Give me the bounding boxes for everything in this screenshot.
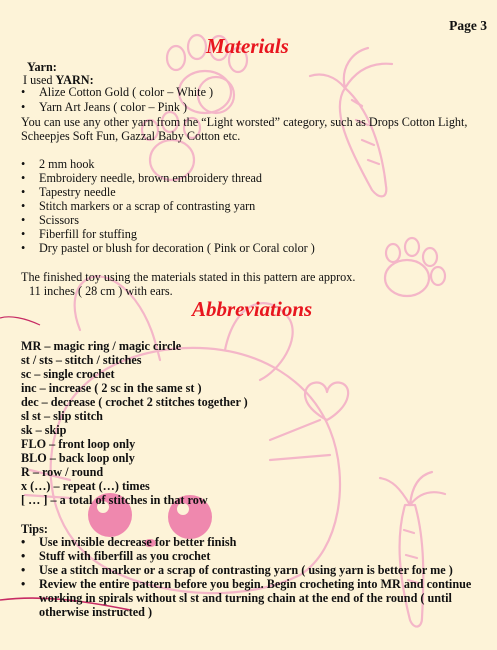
abbreviations-heading: Abbreviations xyxy=(192,297,313,321)
tip-item: Use invisible decrease for better finish xyxy=(39,535,237,549)
abbreviation-item: sl st – slip stitch xyxy=(21,409,103,423)
alt-yarn-line1: You can use any other yarn from the “Light worsted” category, such as Drops Cotton Light, xyxy=(21,115,468,129)
tool-item: 2 mm hook xyxy=(39,157,95,171)
tip-item: Review the entire pattern before you begin. Begin crocheting into MR and continue xyxy=(39,577,472,591)
tool-item: Fiberfill for stuffing xyxy=(39,227,137,241)
tool-item: Tapestry needle xyxy=(39,185,116,199)
bullet: • xyxy=(21,241,26,255)
abbreviation-item: BLO – back loop only xyxy=(21,451,135,465)
used-yarn-prefix: I used xyxy=(23,73,56,87)
abbreviation-item: inc – increase ( 2 sc in the same st ) xyxy=(21,381,202,395)
abbreviation-item: FLO – front loop only xyxy=(21,437,136,451)
bullet: • xyxy=(21,535,26,549)
bullet: • xyxy=(21,563,26,577)
tool-item: Scissors xyxy=(39,213,79,227)
yarn-item: Yarn Art Jeans ( color – Pink ) xyxy=(39,100,188,114)
bullet: • xyxy=(21,549,26,563)
page-number: Page 3 xyxy=(449,18,487,33)
bullet: • xyxy=(21,227,26,241)
abbreviation-item: dec – decrease ( crochet 2 stitches together ) xyxy=(21,395,248,409)
tool-item: Stitch markers or a scrap of contrasting yarn xyxy=(39,199,256,213)
bullet: • xyxy=(21,185,26,199)
yarn-title: Yarn: xyxy=(27,60,57,74)
abbreviation-item: [ … ] – a total of stitches in that row xyxy=(21,493,208,507)
bullet: • xyxy=(21,199,26,213)
tip-item: Use a stitch marker or a scrap of contrasting yarn ( using yarn is better for me ) xyxy=(39,563,453,577)
size-line1: The finished toy using the materials stated in this pattern are approx. xyxy=(21,270,356,284)
abbreviation-item: R – row / round xyxy=(21,465,104,479)
abbreviation-item: x (…) – repeat (…) times xyxy=(21,479,150,493)
abbreviation-item: MR – magic ring / magic circle xyxy=(21,339,182,353)
tool-item: Dry pastel or blush for decoration ( Pink or Coral color ) xyxy=(39,241,315,255)
bullet: • xyxy=(21,577,26,591)
tip-item-continued: otherwise instructed ) xyxy=(39,605,153,619)
abbreviation-item: sk – skip xyxy=(21,423,67,437)
bullet: • xyxy=(21,85,26,99)
materials-heading: Materials xyxy=(206,34,289,58)
abbreviation-item: sc – single crochet xyxy=(21,367,115,381)
abbreviation-item: st / sts – stitch / stitches xyxy=(21,353,142,367)
bullet: • xyxy=(21,213,26,227)
paw-print-icon xyxy=(385,238,445,296)
tool-item: Embroidery needle, brown embroidery thread xyxy=(39,171,263,185)
tip-item-continued: working in spirals without sl st and turning chain at the end of the round ( until xyxy=(39,591,452,605)
tip-item: Stuff with fiberfill as you crochet xyxy=(39,549,211,563)
tips-title: Tips: xyxy=(21,522,48,536)
heart-icon xyxy=(305,383,348,420)
bullet: • xyxy=(21,171,26,185)
yarn-item: Alize Cotton Gold ( color – White ) xyxy=(39,85,214,99)
size-line2: 11 inches ( 28 cm ) with ears. xyxy=(29,284,173,298)
alt-yarn-line2: Scheepjes Soft Fun, Gazzal Baby Cotton etc. xyxy=(21,129,241,143)
bullet: • xyxy=(21,157,26,171)
bullet: • xyxy=(21,100,26,114)
used-yarn-bold: YARN: xyxy=(55,73,94,87)
